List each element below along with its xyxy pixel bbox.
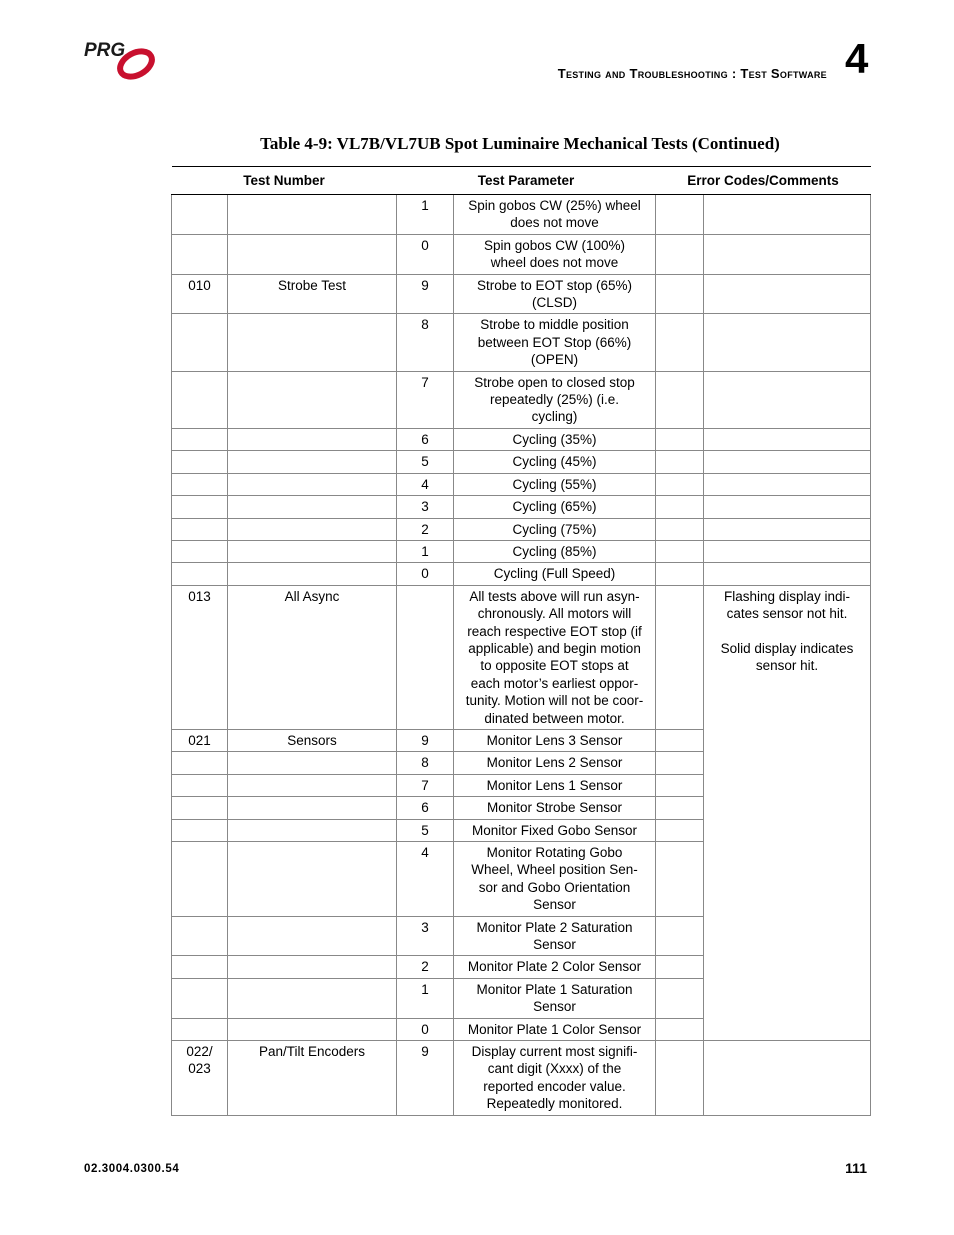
- test-number-cell: 013: [172, 585, 228, 729]
- parameter-description-cell: Monitor Plate 1 Color Sensor: [454, 1018, 656, 1040]
- error-code-cell: [656, 518, 704, 540]
- column-header-test-number: Test Number: [172, 167, 397, 195]
- parameter-value-cell: 6: [397, 797, 454, 819]
- comment-cell: [704, 563, 871, 585]
- comment-cell: [704, 473, 871, 495]
- parameter-value-cell: 9: [397, 274, 454, 314]
- test-number-cell: [172, 774, 228, 796]
- test-name-cell: [228, 1018, 397, 1040]
- parameter-value-cell: 3: [397, 496, 454, 518]
- error-code-cell: [656, 496, 704, 518]
- error-code-cell: [656, 234, 704, 274]
- test-name-cell: [228, 473, 397, 495]
- test-name-cell: [228, 956, 397, 978]
- parameter-value-cell: 8: [397, 752, 454, 774]
- test-number-cell: [172, 451, 228, 473]
- test-name-cell: [228, 451, 397, 473]
- table-row: [172, 195, 871, 235]
- comment-cell: [704, 428, 871, 450]
- test-name-cell: [228, 234, 397, 274]
- test-name-cell: [228, 752, 397, 774]
- test-name-cell: [228, 428, 397, 450]
- test-number-cell: [172, 195, 228, 235]
- parameter-value-cell: 2: [397, 518, 454, 540]
- table-row: [172, 585, 871, 729]
- parameter-value-cell: 9: [397, 1041, 454, 1116]
- parameter-value-cell: 0: [397, 1018, 454, 1040]
- parameter-description-cell: Cycling (65%): [454, 496, 656, 518]
- parameter-value-cell: 4: [397, 842, 454, 917]
- test-name-cell: [228, 195, 397, 235]
- parameter-description-cell: Cycling (85%): [454, 540, 656, 562]
- test-name-cell: All Async: [228, 585, 397, 729]
- test-number-cell: [172, 842, 228, 917]
- error-code-cell: [656, 428, 704, 450]
- error-code-cell: [656, 274, 704, 314]
- test-number-cell: [172, 496, 228, 518]
- test-name-cell: [228, 314, 397, 371]
- test-number-cell: [172, 1018, 228, 1040]
- error-code-cell: [656, 916, 704, 956]
- table-row: [172, 496, 871, 518]
- test-number-cell: 010: [172, 274, 228, 314]
- column-header-test-parameter: Test Parameter: [397, 167, 656, 195]
- parameter-value-cell: 1: [397, 540, 454, 562]
- parameter-description-cell: Cycling (45%): [454, 451, 656, 473]
- parameter-description-cell: Monitor Lens 2 Sensor: [454, 752, 656, 774]
- parameter-value-cell: 2: [397, 956, 454, 978]
- comment-cell: [704, 518, 871, 540]
- parameter-value-cell: 7: [397, 371, 454, 428]
- test-name-cell: Sensors: [228, 729, 397, 751]
- test-number-cell: [172, 234, 228, 274]
- error-code-cell: [656, 195, 704, 235]
- parameter-value-cell: 1: [397, 978, 454, 1018]
- parameter-description-cell: Strobe to middle position between EOT Stop (66%) (OPEN): [454, 314, 656, 371]
- parameter-value-cell: [397, 585, 454, 729]
- parameter-description-cell: Strobe open to closed stop repeatedly (25%) (i.e. cycling): [454, 371, 656, 428]
- error-code-cell: [656, 585, 704, 729]
- parameter-description-cell: Monitor Lens 3 Sensor: [454, 729, 656, 751]
- test-number-cell: [172, 371, 228, 428]
- table-row: [172, 1041, 871, 1116]
- test-number-cell: [172, 797, 228, 819]
- error-code-cell: [656, 729, 704, 751]
- comment-cell: [704, 314, 871, 371]
- error-code-cell: [656, 819, 704, 841]
- comment-cell: Flashing display indi- cates sensor not hit. Solid display indicates sensor hit.: [704, 585, 871, 1040]
- parameter-description-cell: Monitor Plate 2 Color Sensor: [454, 956, 656, 978]
- parameter-description-cell: Strobe to EOT stop (65%) (CLSD): [454, 274, 656, 314]
- error-code-cell: [656, 956, 704, 978]
- error-code-cell: [656, 1041, 704, 1116]
- parameter-description-cell: Cycling (Full Speed): [454, 563, 656, 585]
- parameter-description-cell: Cycling (35%): [454, 428, 656, 450]
- test-name-cell: [228, 978, 397, 1018]
- table-header-row: [172, 167, 871, 195]
- parameter-value-cell: 6: [397, 428, 454, 450]
- parameter-value-cell: 9: [397, 729, 454, 751]
- error-code-cell: [656, 1018, 704, 1040]
- test-number-cell: [172, 563, 228, 585]
- error-code-cell: [656, 473, 704, 495]
- parameter-value-cell: 1: [397, 195, 454, 235]
- error-code-cell: [656, 797, 704, 819]
- parameter-description-cell: Spin gobos CW (100%) wheel does not move: [454, 234, 656, 274]
- parameter-description-cell: All tests above will run asyn- chronously. All motors will reach respective EOT stop (if applicable) and begin motion to opposite EOT stops at each motor’s earliest oppor- tunity. Motion will not be coor- dinated between motor.: [454, 585, 656, 729]
- parameter-value-cell: 5: [397, 819, 454, 841]
- chapter-number: 4: [845, 35, 869, 82]
- error-code-cell: [656, 540, 704, 562]
- parameter-description-cell: Monitor Rotating Gobo Wheel, Wheel position Sen- sor and Gobo Orientation Sensor: [454, 842, 656, 917]
- parameter-description-cell: Spin gobos CW (25%) wheel does not move: [454, 195, 656, 235]
- mechanical-tests-table: [171, 166, 871, 1116]
- parameter-description-cell: Monitor Plate 2 Saturation Sensor: [454, 916, 656, 956]
- comment-cell: [704, 451, 871, 473]
- error-code-cell: [656, 752, 704, 774]
- parameter-description-cell: Cycling (55%): [454, 473, 656, 495]
- section-title: Testing and Troubleshooting : Test Software: [557, 66, 827, 81]
- parameter-value-cell: 3: [397, 916, 454, 956]
- test-name-cell: [228, 496, 397, 518]
- error-code-cell: [656, 842, 704, 917]
- parameter-description-cell: Cycling (75%): [454, 518, 656, 540]
- parameter-value-cell: 0: [397, 563, 454, 585]
- test-number-cell: [172, 518, 228, 540]
- prg-logo: [84, 38, 160, 84]
- error-code-cell: [656, 978, 704, 1018]
- table-row: [172, 473, 871, 495]
- document-number: 02.3004.0300.54: [84, 1163, 180, 1175]
- column-header-error-codes: Error Codes/Comments: [656, 167, 871, 195]
- test-name-cell: [228, 819, 397, 841]
- table-row: [172, 518, 871, 540]
- error-code-cell: [656, 371, 704, 428]
- error-code-cell: [656, 563, 704, 585]
- parameter-description-cell: Display current most signifi- cant digit (Xxxx) of the reported encoder value. Repeatedly monitored.: [454, 1041, 656, 1116]
- table-body: [172, 195, 871, 1116]
- table-row: [172, 274, 871, 314]
- test-name-cell: [228, 371, 397, 428]
- comment-cell: [704, 540, 871, 562]
- error-code-cell: [656, 774, 704, 796]
- test-number-cell: [172, 314, 228, 371]
- parameter-description-cell: Monitor Plate 1 Saturation Sensor: [454, 978, 656, 1018]
- test-name-cell: Pan/Tilt Encoders: [228, 1041, 397, 1116]
- table-row: [172, 371, 871, 428]
- test-number-cell: 022/ 023: [172, 1041, 228, 1116]
- test-number-cell: [172, 956, 228, 978]
- test-name-cell: [228, 563, 397, 585]
- table-row: [172, 314, 871, 371]
- test-name-cell: [228, 518, 397, 540]
- comment-cell: [704, 234, 871, 274]
- test-number-cell: [172, 540, 228, 562]
- test-number-cell: [172, 819, 228, 841]
- comment-cell: [704, 371, 871, 428]
- test-name-cell: [228, 540, 397, 562]
- test-number-cell: [172, 978, 228, 1018]
- test-number-cell: [172, 916, 228, 956]
- test-name-cell: Strobe Test: [228, 274, 397, 314]
- test-number-cell: [172, 473, 228, 495]
- test-name-cell: [228, 916, 397, 956]
- table-row: [172, 428, 871, 450]
- table-row: [172, 540, 871, 562]
- parameter-description-cell: Monitor Strobe Sensor: [454, 797, 656, 819]
- test-name-cell: [228, 842, 397, 917]
- comment-cell: [704, 195, 871, 235]
- table-row: [172, 451, 871, 473]
- test-number-cell: [172, 428, 228, 450]
- parameter-description-cell: Monitor Lens 1 Sensor: [454, 774, 656, 796]
- parameter-description-cell: Monitor Fixed Gobo Sensor: [454, 819, 656, 841]
- test-number-cell: 021: [172, 729, 228, 751]
- test-name-cell: [228, 797, 397, 819]
- test-number-cell: [172, 752, 228, 774]
- parameter-value-cell: 8: [397, 314, 454, 371]
- table-row: [172, 563, 871, 585]
- table-row: [172, 234, 871, 274]
- parameter-value-cell: 4: [397, 473, 454, 495]
- comment-cell: [704, 1041, 871, 1116]
- test-name-cell: [228, 774, 397, 796]
- comment-cell: [704, 496, 871, 518]
- comment-cell: [704, 274, 871, 314]
- page-number: 111: [845, 1160, 867, 1176]
- error-code-cell: [656, 314, 704, 371]
- logo-text: PRG: [84, 40, 126, 61]
- parameter-value-cell: 7: [397, 774, 454, 796]
- table-title: Table 4-9: VL7B/VL7UB Spot Luminaire Mechanical Tests (Continued): [260, 134, 780, 153]
- parameter-value-cell: 5: [397, 451, 454, 473]
- error-code-cell: [656, 451, 704, 473]
- parameter-value-cell: 0: [397, 234, 454, 274]
